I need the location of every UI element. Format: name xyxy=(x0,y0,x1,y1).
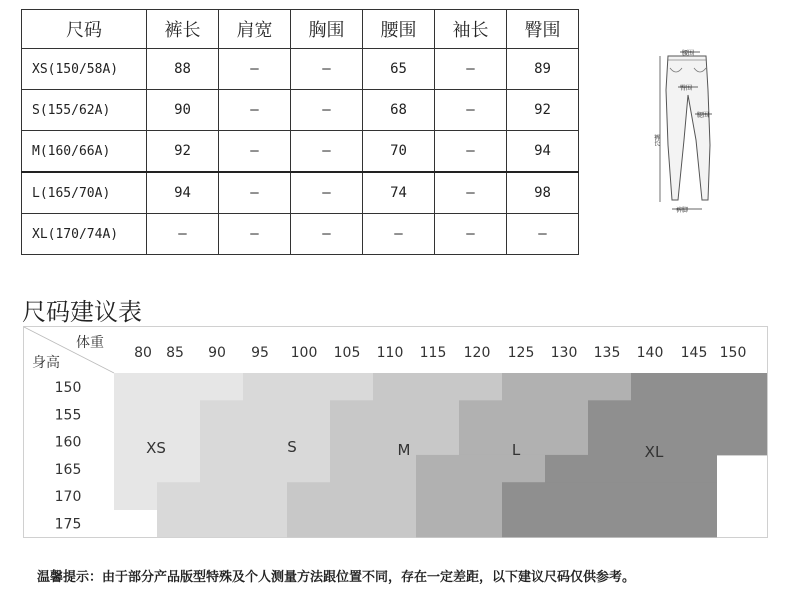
cell: – xyxy=(219,90,291,131)
cell-size: S(155/62A) xyxy=(22,90,147,131)
weight-label: 120 xyxy=(463,345,491,361)
size-band-s xyxy=(200,455,330,483)
cell: – xyxy=(435,131,507,173)
weight-label: 145 xyxy=(680,345,708,361)
cell: – xyxy=(147,214,219,255)
cell: 98 xyxy=(507,172,579,214)
cell: 88 xyxy=(147,49,219,90)
weight-label: 140 xyxy=(636,345,664,361)
size-measurement-table xyxy=(21,9,579,255)
size-band-m xyxy=(330,400,459,428)
cell: – xyxy=(291,172,363,214)
figure-label-length: 裤长 xyxy=(652,134,660,146)
size-band-xl xyxy=(588,428,767,456)
cell: 92 xyxy=(507,90,579,131)
height-label: 170 xyxy=(54,489,82,506)
figure-label-hip: 臀围 xyxy=(680,85,693,92)
figure-label-waist: 腰围 xyxy=(682,50,695,57)
cell-size: XL(170/74A) xyxy=(22,214,147,255)
height-label: 175 xyxy=(54,516,82,533)
footnote: 温馨提示：由于部分产品版型特殊及个人测量方法跟位置不同，存在一定差距，以下建议尺码仅供参考。 xyxy=(37,570,636,585)
table-row xyxy=(22,172,579,214)
cell: – xyxy=(291,214,363,255)
weight-label: 95 xyxy=(251,345,269,361)
size-band-l xyxy=(416,510,502,538)
table-row xyxy=(22,90,579,131)
pants-measurement-illustration xyxy=(652,50,720,220)
cell: – xyxy=(435,214,507,255)
cell: 65 xyxy=(363,49,435,90)
size-band-m xyxy=(287,482,416,510)
size-band-m xyxy=(373,373,502,401)
cell: – xyxy=(219,214,291,255)
weight-label: 115 xyxy=(419,345,447,361)
cell: 94 xyxy=(147,172,219,214)
header-chest: 胸围 xyxy=(291,10,363,49)
size-band-l xyxy=(459,428,588,456)
cell-size: M(160/66A) xyxy=(22,131,147,173)
size-band-s xyxy=(243,373,373,401)
size-band-s xyxy=(200,428,330,456)
cell: 68 xyxy=(363,90,435,131)
corner-height-label: 身高 xyxy=(32,355,60,371)
size-band-m xyxy=(287,510,416,538)
size-label-xs: XS xyxy=(146,439,166,457)
table-row xyxy=(22,214,579,255)
size-band-l xyxy=(459,400,588,428)
size-label-s: S xyxy=(287,438,297,456)
height-label: 150 xyxy=(54,380,82,396)
size-band-xl xyxy=(588,400,767,428)
cell: 74 xyxy=(363,172,435,214)
size-band-l xyxy=(416,482,502,510)
cell: – xyxy=(363,214,435,255)
weight-label: 80 xyxy=(134,345,152,361)
cell: – xyxy=(435,90,507,131)
cell-size: L(165/70A) xyxy=(22,172,147,214)
header-size: 尺码 xyxy=(22,10,147,49)
cell: – xyxy=(291,49,363,90)
size-label-xl: XL xyxy=(644,443,664,461)
size-band-l xyxy=(502,373,631,401)
figure-label-thigh: 腿围 xyxy=(697,112,710,119)
cell: 90 xyxy=(147,90,219,131)
size-band-xl xyxy=(545,455,717,483)
cell: 92 xyxy=(147,131,219,173)
table-row xyxy=(22,131,579,173)
size-band-xl xyxy=(631,373,767,401)
cell: – xyxy=(219,49,291,90)
cell: – xyxy=(219,131,291,173)
weight-label: 100 xyxy=(290,345,318,361)
size-band-xs xyxy=(114,455,200,483)
cell: 94 xyxy=(507,131,579,173)
weight-label: 105 xyxy=(333,345,361,361)
header-sleeve: 袖长 xyxy=(435,10,507,49)
weight-label: 130 xyxy=(550,345,578,361)
cell: 70 xyxy=(363,131,435,173)
recommendation-grid xyxy=(24,327,767,537)
cell: – xyxy=(219,172,291,214)
cell: 89 xyxy=(507,49,579,90)
size-band-xl xyxy=(502,510,717,538)
header-waist: 腰围 xyxy=(363,10,435,49)
cell: – xyxy=(291,131,363,173)
size-band-xs xyxy=(114,482,157,510)
header-shoulder: 肩宽 xyxy=(219,10,291,49)
figure-label-hem: 裤脚 xyxy=(676,207,689,214)
header-hip: 臀围 xyxy=(507,10,579,49)
weight-label: 85 xyxy=(166,345,184,361)
size-band-xs xyxy=(114,373,243,401)
cell: – xyxy=(435,172,507,214)
table-row xyxy=(22,49,579,90)
cell: – xyxy=(507,214,579,255)
size-band-m xyxy=(330,428,459,456)
size-label-l: L xyxy=(511,441,521,459)
height-label: 155 xyxy=(54,407,82,424)
cell: – xyxy=(291,90,363,131)
header-pants-length: 裤长 xyxy=(147,10,219,49)
weight-label: 110 xyxy=(376,345,404,361)
weight-label: 150 xyxy=(719,345,747,361)
height-label: 165 xyxy=(54,461,82,478)
size-band-s xyxy=(157,482,287,510)
size-recommendation-title: 尺码建议表 xyxy=(22,298,142,326)
cell: – xyxy=(435,49,507,90)
table-header-row xyxy=(22,10,579,49)
weight-label: 90 xyxy=(208,345,226,361)
size-band-m xyxy=(330,455,416,483)
size-band-l xyxy=(416,455,545,483)
weight-label: 135 xyxy=(593,345,621,361)
size-band-s xyxy=(200,400,330,428)
size-band-xl xyxy=(502,482,717,510)
cell-size: XS(150/58A) xyxy=(22,49,147,90)
size-label-m: M xyxy=(397,441,411,459)
size-band-s xyxy=(157,510,287,538)
corner-weight-label: 体重 xyxy=(76,335,104,351)
size-band-xs xyxy=(114,400,200,428)
height-label: 160 xyxy=(54,434,82,451)
size-recommendation-chart xyxy=(23,326,768,538)
weight-label: 125 xyxy=(507,345,535,361)
